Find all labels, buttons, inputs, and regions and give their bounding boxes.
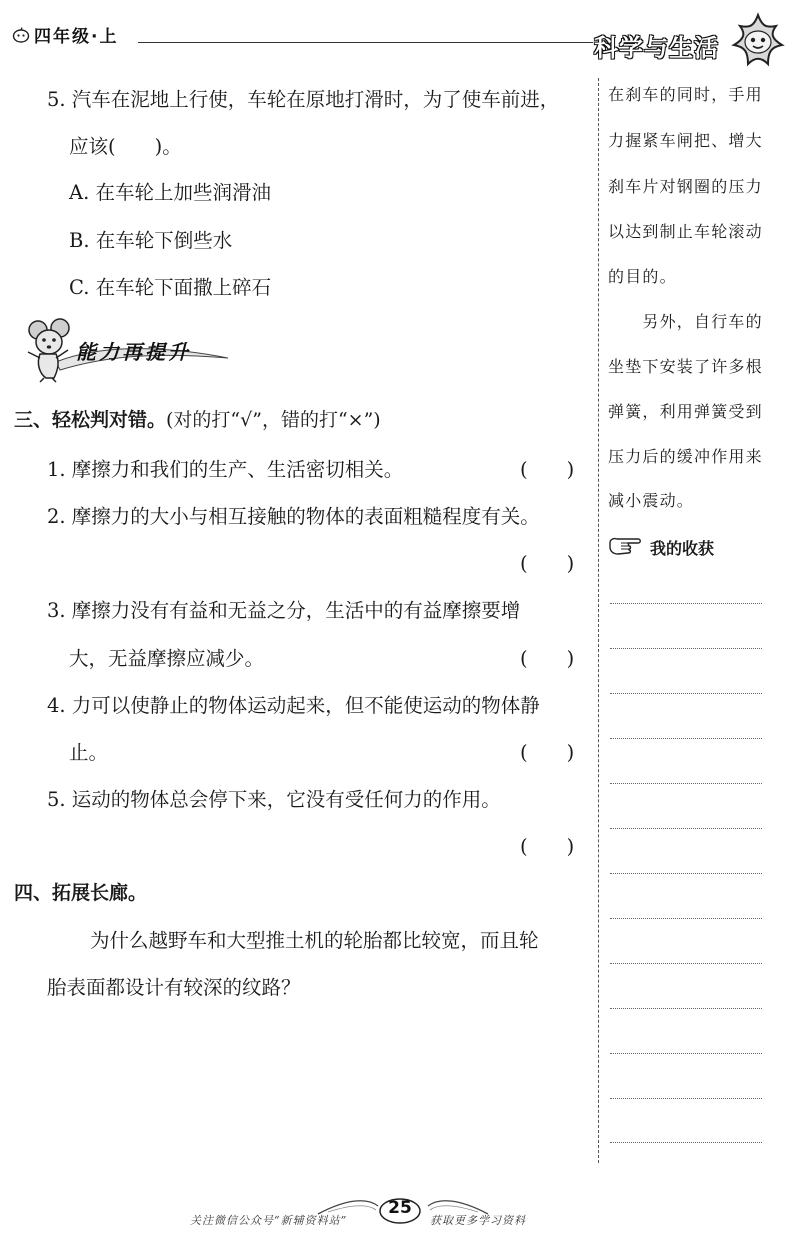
sidebar-line-9: 压力后的缓冲作用来 <box>608 447 763 466</box>
harvest-writing-line[interactable] <box>610 1098 762 1099</box>
sidebar-line-7: 坐垫下安装了许多根 <box>608 357 763 376</box>
tf-item-5: 5. 运动的物体总会停下来，它没有受任何力的作用。 <box>47 788 501 811</box>
q5-option-c[interactable]: C. 在车轮下面撒上碎石 <box>69 276 272 299</box>
footer-note-left: 关注微信公众号“新辅资料站” <box>190 1214 348 1227</box>
harvest-writing-line[interactable] <box>610 783 762 784</box>
harvest-writing-line[interactable] <box>610 873 762 874</box>
harvest-writing-line[interactable] <box>610 1008 762 1009</box>
section4-question-line1: 为什么越野车和大型推土机的轮胎都比较宽，而且轮 <box>90 929 539 952</box>
tf-answer-5[interactable]: ( ) <box>520 835 575 858</box>
q5-stem-line2[interactable]: 应该( )。 <box>69 135 182 158</box>
header-rule <box>138 42 593 43</box>
sidebar-line-10: 减小震动。 <box>608 491 695 510</box>
harvest-writing-line[interactable] <box>610 693 762 694</box>
tf-item-3-line1: 3. 摩擦力没有有益和无益之分，生活中的有益摩擦要增 <box>47 599 521 622</box>
harvest-writing-line[interactable] <box>610 963 762 964</box>
harvest-writing-line[interactable] <box>610 1053 762 1054</box>
tf-item-2: 2. 摩擦力的大小与相互接触的物体的表面粗糙程度有关。 <box>47 505 540 528</box>
harvest-writing-line[interactable] <box>610 738 762 739</box>
tf-answer-4[interactable]: ( ) <box>520 741 575 764</box>
sidebar-line-6: 另外，自行车的 <box>608 312 763 331</box>
q5-option-a[interactable]: A. 在车轮上加些润滑油 <box>69 181 271 204</box>
tf-answer-3[interactable]: ( ) <box>520 647 575 670</box>
tf-answer-2[interactable]: ( ) <box>520 552 575 575</box>
tf-item-3-line2: 大，无益摩擦应减少。 <box>69 647 265 670</box>
section3-title: 三、轻松判对错。 <box>14 409 167 431</box>
footer-note-right: 获取更多学习资料 <box>430 1214 526 1227</box>
mouse-mascot-icon <box>28 319 69 382</box>
section3-note: (对的打“√”，错的打“×”) <box>166 409 381 431</box>
tf-answer-1[interactable]: ( ) <box>520 458 575 481</box>
grade-label: 四年级·上 <box>34 27 119 47</box>
q5-stem-line1: 5. 汽车在泥地上行使，车轮在原地打滑时，为了使车前进， <box>47 88 560 111</box>
sidebar-line-8: 弹簧，利用弹簧受到 <box>608 402 763 421</box>
banner-label: 能力再提升 <box>76 340 191 364</box>
sidebar-line-3: 刹车片对钢圈的压力 <box>608 177 763 196</box>
sidebar-line-1: 在刹车的同时，手用 <box>608 85 763 104</box>
sidebar-line-2: 力握紧车闸把、增大 <box>608 131 763 150</box>
harvest-label: 我的收获 <box>650 538 715 558</box>
sidebar-line-4: 以达到制止车轮滚动 <box>608 222 763 241</box>
tf-item-4-line1: 4. 力可以使静止的物体运动起来，但不能使运动的物体静 <box>47 694 540 717</box>
mascot-small-icon <box>12 27 30 43</box>
sidebar-line-5: 的目的。 <box>608 267 677 286</box>
harvest-writing-line[interactable] <box>610 648 762 649</box>
harvest-heading <box>608 533 714 561</box>
section4-heading: 四、拓展长廊。 <box>14 882 148 904</box>
header-title: 科学与生活 <box>594 34 719 62</box>
harvest-writing-line[interactable] <box>610 828 762 829</box>
pointing-hand-icon <box>608 533 646 561</box>
section4-question-line2: 胎表面都设计有较深的纹路？ <box>47 976 301 999</box>
tf-item-1: 1. 摩擦力和我们的生产、生活密切相关。 <box>47 458 404 481</box>
header-grade <box>12 22 118 47</box>
q5-option-b[interactable]: B. 在车轮下倒些水 <box>69 229 233 252</box>
harvest-writing-line[interactable] <box>610 918 762 919</box>
section3-heading <box>14 405 381 432</box>
harvest-writing-line[interactable] <box>610 603 762 604</box>
page-number: 25 <box>388 1198 412 1218</box>
mascot-star-icon <box>728 12 788 68</box>
column-divider <box>598 78 599 1163</box>
tf-item-4-line2: 止。 <box>69 741 109 764</box>
harvest-writing-line[interactable] <box>610 1142 762 1143</box>
